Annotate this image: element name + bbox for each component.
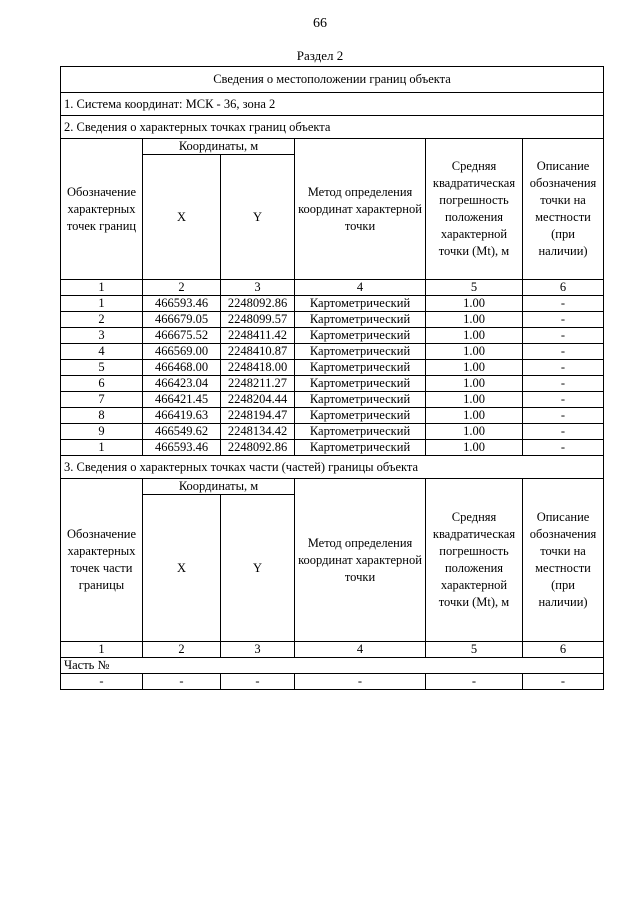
column-number: 5: [426, 280, 523, 296]
cell-point: 4: [61, 344, 143, 360]
cell-method: Картометрический: [295, 344, 426, 360]
cell-y: 2248134.42: [221, 424, 295, 440]
table-caption: Сведения о местоположении границ объекта: [61, 67, 604, 93]
cell-point: 1: [61, 296, 143, 312]
coordinate-system: 1. Система координат: МСК - 36, зона 2: [61, 93, 604, 116]
cell-point: 8: [61, 408, 143, 424]
cell-x: 466468.00: [143, 360, 221, 376]
header-x: X: [143, 495, 221, 642]
cell-description: -: [523, 344, 604, 360]
header-error: Средняя квадратическая погрешность положения характерной точки (Mt), м: [426, 139, 523, 280]
cell-y: 2248211.27: [221, 376, 295, 392]
part-label: Часть №: [61, 658, 604, 674]
cell-y: 2248411.42: [221, 328, 295, 344]
header-y: Y: [221, 155, 295, 280]
section2-title: 2. Сведения о характерных точках границ объекта: [61, 116, 604, 139]
cell-y: 2248410.87: [221, 344, 295, 360]
cell-description: -: [523, 328, 604, 344]
header-method: Метод определения координат характерной точки: [295, 479, 426, 642]
cell-y: 2248204.44: [221, 392, 295, 408]
cell-x: 466593.46: [143, 440, 221, 456]
column-number: 6: [523, 642, 604, 658]
cell-point: 1: [61, 440, 143, 456]
cell-x: 466549.62: [143, 424, 221, 440]
column-number: 3: [221, 642, 295, 658]
table-row: [61, 440, 604, 456]
section-title: Раздел 2: [296, 48, 344, 63]
cell-y: 2248092.86: [221, 440, 295, 456]
column-number: 2: [143, 642, 221, 658]
table-row: [61, 392, 604, 408]
cell-description: -: [523, 408, 604, 424]
header-x: X: [143, 155, 221, 280]
cell-error: 1.00: [426, 328, 523, 344]
table-row: [61, 328, 604, 344]
cell-description: -: [523, 392, 604, 408]
cell-error: 1.00: [426, 408, 523, 424]
header-coordinates: Координаты, м: [143, 139, 295, 155]
cell-description: -: [523, 424, 604, 440]
boundary-table: [60, 66, 604, 690]
cell-x: 466421.45: [143, 392, 221, 408]
cell-x: 466679.05: [143, 312, 221, 328]
section3-title: 3. Сведения о характерных точках части (частей) границы объекта: [61, 456, 604, 479]
cell-point: 9: [61, 424, 143, 440]
cell-method: Картометрический: [295, 296, 426, 312]
cell-y: -: [221, 674, 295, 690]
cell-error: -: [426, 674, 523, 690]
cell-method: Картометрический: [295, 360, 426, 376]
cell-error: 1.00: [426, 440, 523, 456]
column-number: 2: [143, 280, 221, 296]
cell-point: 5: [61, 360, 143, 376]
cell-y: 2248418.00: [221, 360, 295, 376]
header-y: Y: [221, 495, 295, 642]
column-number: 1: [61, 280, 143, 296]
header-designation: Обозначение характерных точек границ: [61, 139, 143, 280]
cell-point: -: [61, 674, 143, 690]
cell-x: 466569.00: [143, 344, 221, 360]
cell-description: -: [523, 440, 604, 456]
cell-error: 1.00: [426, 344, 523, 360]
cell-error: 1.00: [426, 296, 523, 312]
cell-method: Картометрический: [295, 408, 426, 424]
cell-point: 6: [61, 376, 143, 392]
table-row: [61, 344, 604, 360]
cell-method: Картометрический: [295, 440, 426, 456]
header-coordinates: Координаты, м: [143, 479, 295, 495]
cell-description: -: [523, 674, 604, 690]
header-description: Описание обозначения точки на местности (при наличии): [523, 479, 604, 642]
table-row: [61, 674, 604, 690]
table-row: [61, 312, 604, 328]
cell-x: -: [143, 674, 221, 690]
page-number: 66: [313, 16, 327, 31]
cell-method: Картометрический: [295, 424, 426, 440]
table-row: [61, 376, 604, 392]
table-row: [61, 408, 604, 424]
cell-error: 1.00: [426, 424, 523, 440]
cell-x: 466593.46: [143, 296, 221, 312]
cell-x: 466423.04: [143, 376, 221, 392]
cell-x: 466675.52: [143, 328, 221, 344]
column-number: 5: [426, 642, 523, 658]
column-number: 1: [61, 642, 143, 658]
column-number: 6: [523, 280, 604, 296]
column-number-row: [61, 280, 604, 296]
cell-y: 2248092.86: [221, 296, 295, 312]
cell-method: Картометрический: [295, 392, 426, 408]
cell-y: 2248099.57: [221, 312, 295, 328]
table-row: [61, 360, 604, 376]
cell-method: Картометрический: [295, 312, 426, 328]
table-row: [61, 296, 604, 312]
cell-point: 2: [61, 312, 143, 328]
cell-description: -: [523, 376, 604, 392]
cell-error: 1.00: [426, 376, 523, 392]
header-method: Метод определения координат характерной точки: [295, 139, 426, 280]
cell-error: 1.00: [426, 312, 523, 328]
header-error: Средняя квадратическая погрешность положения характерной точки (Mt), м: [426, 479, 523, 642]
cell-error: 1.00: [426, 392, 523, 408]
table-row: [61, 424, 604, 440]
cell-point: 7: [61, 392, 143, 408]
column-number: 4: [295, 280, 426, 296]
cell-method: Картометрический: [295, 376, 426, 392]
cell-error: 1.00: [426, 360, 523, 376]
cell-method: Картометрический: [295, 328, 426, 344]
cell-x: 466419.63: [143, 408, 221, 424]
column-number-row: [61, 642, 604, 658]
header-designation: Обозначение характерных точек части границы: [61, 479, 143, 642]
header-description: Описание обозначения точки на местности (при наличии): [523, 139, 604, 280]
cell-description: -: [523, 296, 604, 312]
cell-description: -: [523, 360, 604, 376]
column-number: 4: [295, 642, 426, 658]
cell-point: 3: [61, 328, 143, 344]
cell-y: 2248194.47: [221, 408, 295, 424]
column-number: 3: [221, 280, 295, 296]
cell-description: -: [523, 312, 604, 328]
cell-method: -: [295, 674, 426, 690]
